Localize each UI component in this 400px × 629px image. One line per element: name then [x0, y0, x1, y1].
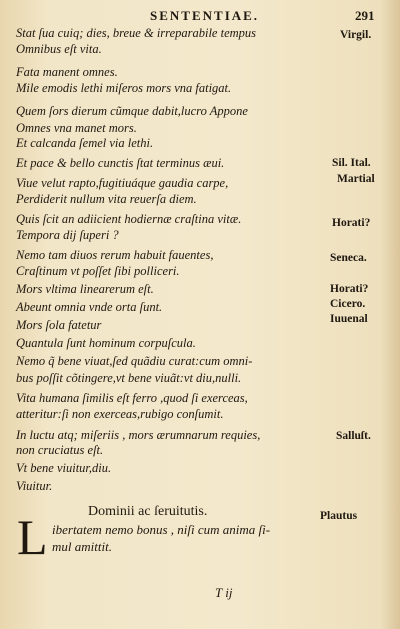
text-line: Viuitur. — [16, 479, 53, 493]
margin-note: Cicero. — [330, 298, 366, 310]
text-line: Omnibus eſt vita. — [16, 42, 102, 56]
text-line: Viue velut rapto,fugitiuáque gaudia carpe, — [16, 176, 229, 190]
text-line: Mile emodis lethi miſeros mors vna fatigat. — [16, 81, 232, 95]
text-line: Quis ſcit an adiicient hodiernæ craſtina vitæ. — [16, 212, 242, 226]
text-line: mul amittit. — [52, 539, 112, 554]
text-line: bus poſſit cõtingere,vt bene viuãt:vt diu,nulli. — [16, 371, 242, 385]
text-line: Vita humana ſimilis eſt ferro ,quod ſi exerceas, — [16, 391, 248, 405]
text-line: Et calcanda ſemel via lethi. — [16, 136, 154, 150]
page-number: 291 — [355, 8, 375, 23]
text-line: Vt bene viuitur,diu. — [16, 461, 112, 475]
margin-note: Sil. Ital. — [332, 157, 371, 169]
text-line: Quem ſors dierum cũmque dabit,lucro Appone — [16, 104, 248, 118]
running-header — [0, 8, 400, 26]
text-line: Omnes vna manet mors. — [16, 121, 137, 135]
margin-note: Plautus — [320, 510, 358, 522]
text-line: Fata manent omnes. — [16, 65, 118, 79]
text-line: Abeunt omnia vnde orta ſunt. — [16, 300, 163, 314]
text-line: Mors vltima linearerum eſt. — [16, 282, 154, 296]
text-line: Tempora dij ſuperi ? — [16, 228, 119, 242]
text-line: Nemo tam diuos rerum habuit fauentes, — [16, 248, 214, 262]
text-line: non cruciatus eſt. — [16, 443, 104, 457]
text-line: atteritur:ſi non exerceas,rubigo conſumit. — [16, 407, 224, 421]
text-line: Stat ſua cuiq; dies, breue & irreparabile tempus — [16, 26, 257, 40]
margin-note: Horati? — [330, 283, 369, 295]
running-title: SENTENTIAE. — [150, 8, 260, 23]
text-line: In luctu atq; miſeriis , mors ærumnarum requies, — [16, 428, 261, 442]
text-line: Nemo q̃ bene viuat,ſed quãdiu curat:cum omni- — [16, 354, 253, 368]
text-line: Perdiderit nullum vita reuerſa diem. — [16, 192, 197, 206]
text-line: Quantula ſunt hominum corpuſcula. — [16, 336, 196, 350]
margin-note: Martial — [337, 173, 375, 185]
text-line: Craſtinum vt poſſet ſibi polliceri. — [16, 264, 180, 278]
margin-note: Seneca. — [330, 252, 367, 264]
margin-note: Iuuenal — [330, 313, 368, 325]
margin-note: Virgil. — [340, 29, 372, 41]
text-line: ibertatem nemo bonus , niſi cum anima ſi- — [52, 522, 271, 537]
text-line: Et pace & bello cunctis ſtat terminus æui. — [16, 156, 225, 170]
margin-note: Salluſt. — [336, 430, 371, 442]
section-heading: Dominii ac ſeruitutis. — [88, 504, 208, 519]
text-line: Mors ſola fatetur — [16, 318, 102, 332]
margin-note: Horati? — [332, 217, 371, 229]
drop-cap: L — [17, 509, 48, 565]
signature-mark: T ij — [215, 585, 233, 600]
